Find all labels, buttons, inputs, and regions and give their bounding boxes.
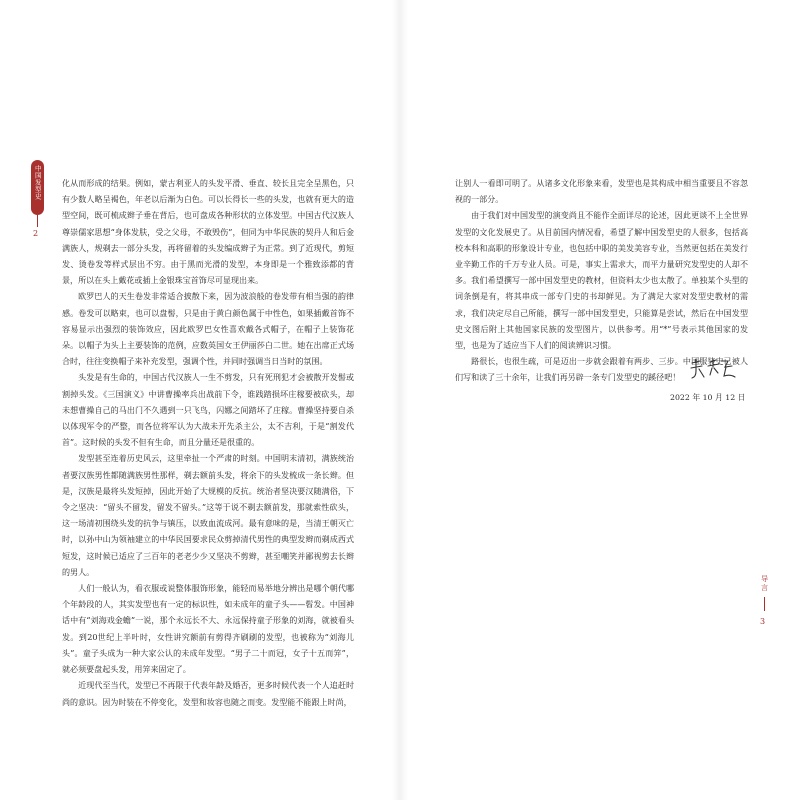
- author-signature: [688, 357, 740, 381]
- paragraph: 发型甚至连着历史风云，这里牵扯一个严肃的时刻。中国明末清初，满族统治者要汉族男性都随满族男性那样，剃去额前头发，将余下的头发梳成一条长辫。但是，汉族是最将头发短掉，因此开始了大规模的反抗。统治者坚决要汉随满俗，下令之坚决：“留头不留发，留发不留头。”这等于说不剃去额前发，那就索性砍头，这一场清初围绕头发的抗争与镇压，以致血流成河。最有意味的是，当清王朝灭亡时，以孙中山为领袖建立的中华民国要求民众剪掉清代男性的典型发辫而剃成西式短发，这时候已适应了三百年的老老少少又坚决不剪辫，甚至嘲笑并鄙视剪去长辫的男人。: [62, 454, 354, 577]
- running-head-rule: [37, 215, 38, 227]
- paragraph: 人们一般认为，看衣服或说整体服饰形象，能轻而易举地分辨出是哪个朝代哪个年龄段的人，其实发型也有一定的标识性，如未成年的童子头——髫发。中国神话中有“刘海戏金蟾”一说，那个永远长不大、永远保持童子形象的刘海，就被看头发。到20世纪上半叶时，女性讲究额前有剪得齐刷刷的发型，也被称为“刘海儿头”。童子头成为一种大家公认的未成年发型。“男子二十而冠，女子十五而笄”，就必须要盘起头发，用笄来固定了。: [62, 584, 354, 675]
- paragraph: 让别人一看即可明了。从诸多文化形象来看，发型也是其构成中相当重要且不容忽视的一部分。: [455, 179, 748, 205]
- running-head-label: 中国发型史: [33, 165, 42, 200]
- paragraph: 路很长，也很生疏，可是迈出一步就会跟着有两步、三步。中国服装史已被人们写和读了三十余年，让我们再另辟一条专门发型史的蹊径吧！: [455, 357, 748, 383]
- page-number-right: 3: [760, 617, 766, 626]
- running-head: [31, 160, 44, 215]
- paragraph: 近现代至当代，发型已不再限于代表年龄及婚否，更多时候代表一个人追赶时尚的意识。因为时装在不停变化，发型和妆容也随之而变。发型能不能跟上时尚，: [62, 681, 354, 707]
- paragraph: 化从而形成的结果。例如，蒙古利亚人的头发平滑、垂直、较长且完全呈黑色，只有少数人略呈褐色，年老以后渐为白色。可以长得长一些的头发，也就有更大的造型空间，既可梳成辫子垂在背后，也可盘成各种形状的立体发型。中国古代汉族人尊崇儒家思想“身体发肤，受之父母，不敢毁伤”，但同为中华民族的契丹人和后金满族人，规剃去一部分头发，再将留着的头发编成辫子为正常。到了近现代，剪短发、烫卷发等样式层出不穷。由于黑而光滑的发型，本身即是一个雅致添都的背景，所以在头上戴花或插上金银珠宝首饰尽可显现出来。: [62, 179, 354, 286]
- paragraph: 欧罗巴人的天生卷发非常适合披散下来，因为波浪般的卷发带有相当强的韵律感。卷发可以略束，也可以盘髻，只是由于黄白颜色属于中性色，如果插戴首饰不容易显示出强烈的装饰效应，因此欧罗巴女性喜欢戴各式帽子，在帽子上装饰花朵。以帽子为头上主要装饰的范例，应数英国女王伊丽莎白二世。她在出席正式场合时，往往变换帽子来补充发型，强调个性，并同时强调当日当时的氛围。: [62, 292, 354, 367]
- right-page: [400, 0, 800, 800]
- running-foot-label: 导言: [760, 575, 769, 593]
- paragraph: 头发是有生命的，中国古代汉族人一生不剪发，只有死刑犯才会被散开发髻或割掉头发。《三国演义》中讲曹操率兵出战前下令，谁践踏损坏庄稼要被砍头，却未想曹操自己的马出门不久遇到一只飞鸟，闪娜之间踏坏了庄稼。曹操坚持要自杀以体现军令的严整，而各位将军认为大战未开先杀主公，太不吉利，于是“割发代首”。这时候的头发不但有生命，而且分量还是很重的。: [62, 373, 354, 448]
- left-page-body: [62, 176, 354, 711]
- right-page-body: [455, 176, 748, 387]
- running-foot-rule: [764, 597, 765, 611]
- page-number-left: 2: [33, 229, 39, 238]
- paragraph: 由于我们对中国发型的演变尚且不能作全面详尽的论述，因此更谈不上全世界发型的文化发展史了。从目前国内情况看，希望了解中国发型史的人很多，包括高校本科和高职的形象设计专业，也包括中职的美发美容专业，当然更包括在美发行业辛勤工作的千万专业人员。可是，事实上需求大，而平力量研究发型史的人却不多。我们希望撰写一部中国发型史的教材，但资料太少也太散了。单独某个头型的词条倒是有，将其串成一部专门史的书却鲜见。为了满足大家对发型史教材的需求，我们决定尽自己所能，撰写一部中国发型史，只能算是尝试，然后在中国发型史文图后附上其他国家民族的发型图片，以供参考。用“*”号表示其他国家的发型，也是为了适应当下人们的阅读辨识习惯。: [455, 211, 748, 351]
- signature-date: 2022 年 10 月 12 日: [670, 393, 746, 402]
